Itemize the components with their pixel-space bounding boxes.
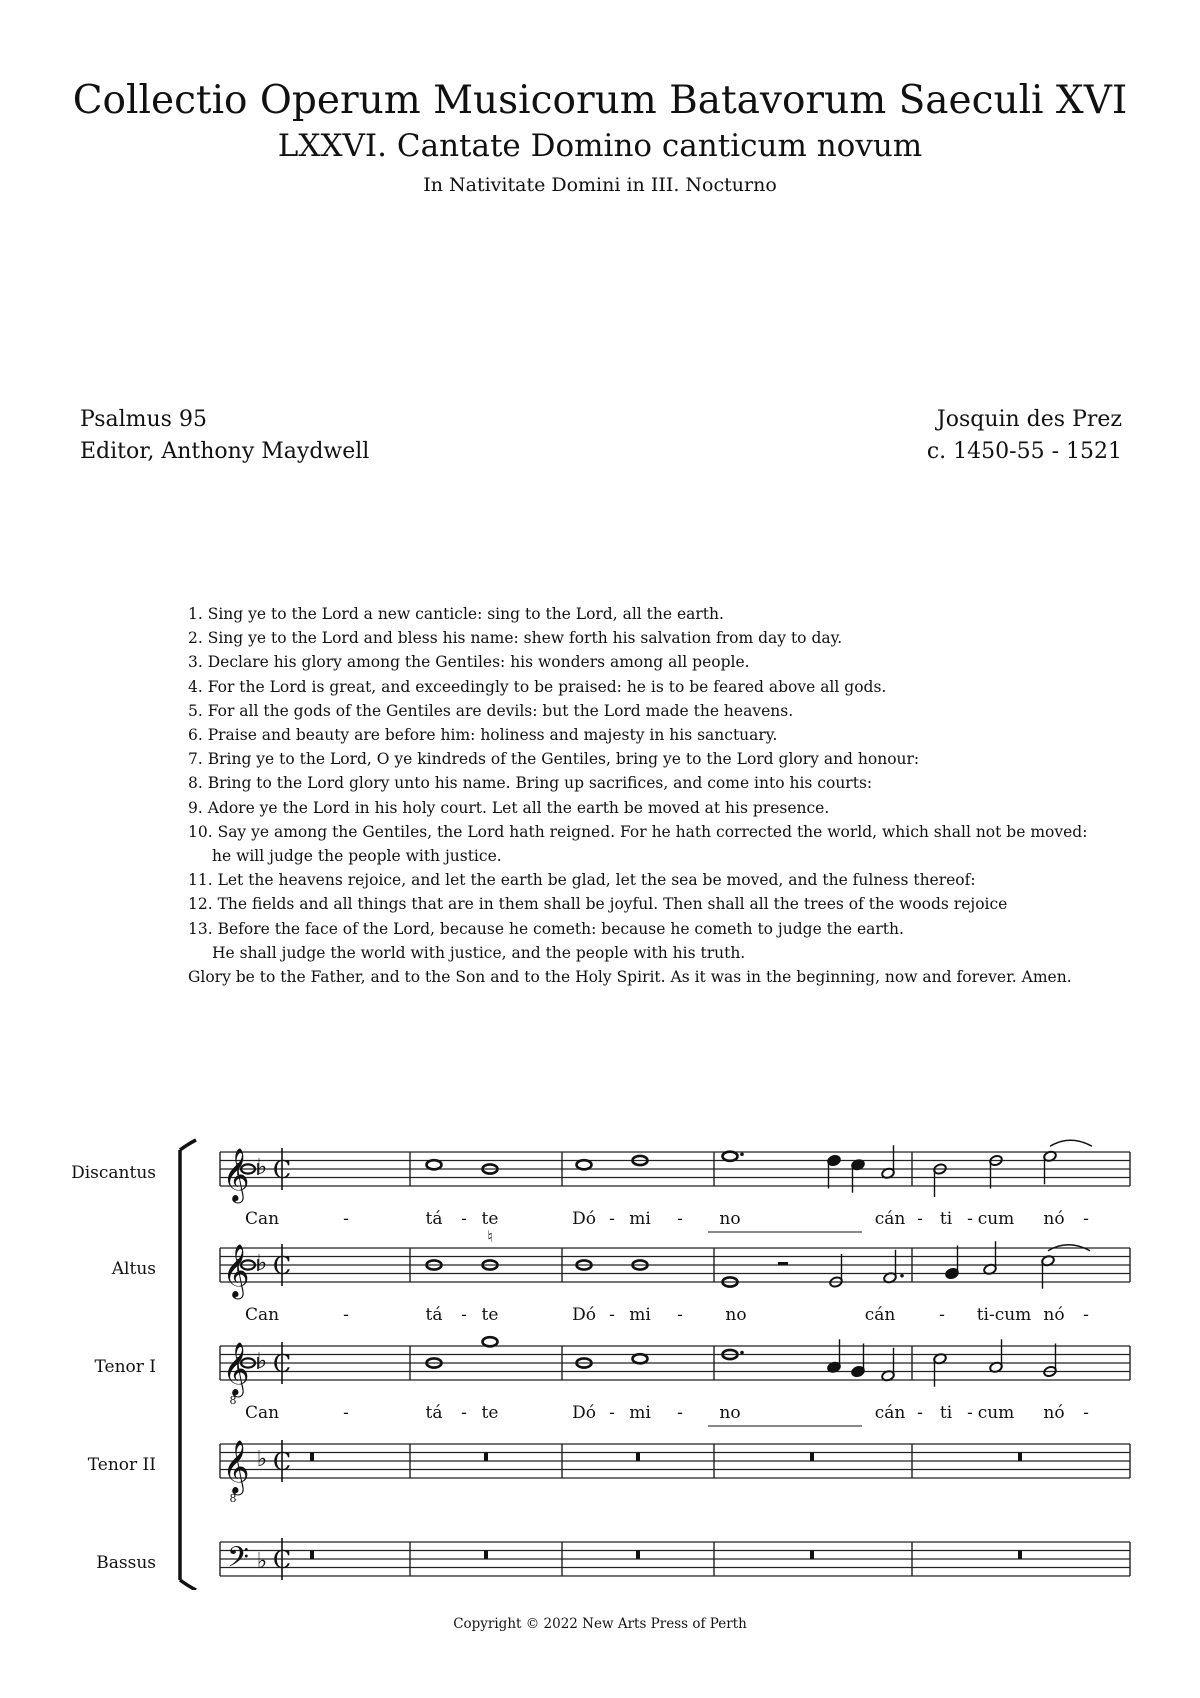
- lyric-syllable: mi: [629, 1403, 651, 1423]
- breve-rest: [310, 1551, 314, 1560]
- lyric-syllable: tá: [425, 1209, 443, 1229]
- note: [1043, 1344, 1057, 1378]
- tie: [1050, 1140, 1092, 1146]
- lyric-syllable: nó: [1043, 1305, 1065, 1325]
- lyric-syllable: -: [967, 1209, 973, 1229]
- cut-time-icon: C: [272, 1350, 292, 1378]
- octave-mark: 8: [229, 1394, 237, 1407]
- lyric-syllable: te: [481, 1209, 499, 1229]
- cut-time-icon: C: [272, 1448, 292, 1476]
- natural-icon: ♮: [487, 1227, 493, 1246]
- lyric-syllable: -: [1083, 1209, 1089, 1229]
- voice-label: Bassus: [96, 1553, 156, 1573]
- verse-continuation: he will judge the people with justice.: [212, 847, 502, 866]
- verse-line: 12. The fields and all things that are in them shall be joyful. Then shall all the trees of the woods rejoice: [188, 895, 1008, 914]
- lyric-syllable: -: [609, 1403, 615, 1423]
- verse-line: 5. For all the gods of the Gentiles are devils: but the Lord made the heavens.: [188, 701, 794, 720]
- cut-time-icon: C: [272, 1252, 292, 1280]
- lyric-syllable: cum: [977, 1209, 1015, 1229]
- source-info: [80, 404, 369, 468]
- treble-clef-icon: 𝄞: [222, 1341, 250, 1395]
- treble-clef-icon: 𝄞: [222, 1439, 250, 1493]
- note: [827, 1339, 841, 1373]
- note: [577, 1160, 592, 1169]
- note: [989, 1339, 1003, 1373]
- lyric-syllable: tá: [425, 1403, 443, 1423]
- composer-name: Josquin des Prez: [936, 407, 1122, 432]
- lyric-syllable: ti: [939, 1209, 953, 1229]
- treble-clef-icon: 𝄞: [222, 1147, 250, 1201]
- flat-icon: ♭: [256, 1549, 268, 1574]
- lyric-syllable: te: [481, 1305, 499, 1325]
- lyric-syllable: -: [343, 1209, 349, 1229]
- flat-icon: ♭: [256, 1349, 268, 1374]
- editor-credit: Editor, Anthony Maydwell: [80, 439, 370, 464]
- verse-line: 3. Declare his glory among the Gentiles: his wonders among all people.: [188, 653, 750, 672]
- cut-time-icon: C: [272, 1156, 292, 1184]
- note: [483, 1337, 498, 1346]
- lyric-syllable: nó: [1043, 1403, 1065, 1423]
- note-head: [723, 1152, 738, 1161]
- octave-mark: 8: [229, 1492, 237, 1505]
- lyric-syllable: mi: [629, 1209, 651, 1229]
- note: [945, 1246, 959, 1280]
- voice-label: Tenor I: [94, 1357, 156, 1377]
- voice-label: Tenor II: [87, 1455, 156, 1475]
- note: [933, 1353, 947, 1387]
- lyric-syllable: no: [719, 1403, 741, 1423]
- lyric-syllable: cán: [864, 1305, 896, 1325]
- lyric-syllable: -: [461, 1403, 467, 1423]
- breve-rest: [810, 1453, 814, 1462]
- note: [427, 1160, 442, 1169]
- note: [1041, 1255, 1055, 1289]
- lyric-syllable: te: [481, 1403, 499, 1423]
- verse-line: 4. For the Lord is great, and exceedingly to be praised: he is to be feared above all gods.: [188, 677, 887, 696]
- note-head: [577, 1160, 592, 1169]
- lyric-syllable: -: [1083, 1305, 1089, 1325]
- system-bracket: [180, 1140, 196, 1590]
- lyric-syllable: -: [1083, 1403, 1089, 1423]
- lyric-syllable: -: [917, 1209, 923, 1229]
- breve-rest: [636, 1453, 640, 1462]
- verse-line: 9. Adore ye the Lord in his holy court. Let all the earth be moved at his presence.: [188, 798, 830, 817]
- note: [829, 1254, 843, 1288]
- note: [933, 1163, 947, 1197]
- composer-dates: c. 1450-55 - 1521: [926, 439, 1122, 464]
- piece-title: LXXVI. Cantate Domino canticum novum: [277, 128, 923, 164]
- composer-info: [927, 404, 1122, 468]
- lyric-syllable: Dó: [572, 1305, 596, 1325]
- verse-line: 6. Praise and beauty are before him: holiness and majesty in his sanctuary.: [188, 726, 778, 745]
- lyric-syllable: -: [343, 1403, 349, 1423]
- note: [883, 1250, 904, 1284]
- verse-line: Glory be to the Father, and to the Son and to the Holy Spirit. As it was in the beginning, now and forever. Amen.: [188, 968, 1072, 987]
- bass-clef-icon: 𝄢: [227, 1541, 249, 1581]
- occasion-subtitle: In Nativitate Domini in III. Nocturno: [423, 174, 777, 196]
- voice-label: Altus: [111, 1259, 156, 1279]
- lyric-syllable: Dó: [572, 1209, 596, 1229]
- breve-rest: [1018, 1551, 1022, 1560]
- verse-line: 8. Bring to the Lord glory unto his name. Bring up sacrifices, and come into his courts:: [188, 774, 873, 793]
- note: [633, 1354, 648, 1363]
- lyric-syllable: -: [677, 1305, 683, 1325]
- music-score: [0, 1110, 1200, 1590]
- collection-title: Collectio Operum Musicorum Batavorum Saeculi XVI: [72, 78, 1128, 123]
- lyric-syllable: Can: [244, 1305, 280, 1325]
- lyric-syllable: no: [719, 1209, 741, 1229]
- lyric-syllable: cán: [874, 1403, 906, 1423]
- verse-line: 10. Say ye among the Gentiles, the Lord hath reigned. For he hath corrected the world, which shall not be moved:: [188, 822, 1088, 841]
- lyric-syllable: cum: [977, 1403, 1015, 1423]
- lyric-syllable: -: [939, 1305, 945, 1325]
- verse-line: 2. Sing ye to the Lord and bless his name: shew forth his salvation from day to day.: [188, 629, 843, 648]
- breve-rest: [484, 1551, 488, 1560]
- lyric-syllable: cán: [874, 1209, 906, 1229]
- cut-time-icon: C: [272, 1546, 292, 1574]
- lyric-syllable: Can: [244, 1403, 280, 1423]
- verse-line: 11. Let the heavens rejoice, and let the earth be glad, let the sea be moved, and the fulness thereof:: [188, 871, 976, 890]
- lyric-syllable: -: [677, 1403, 683, 1423]
- lyric-syllable: -: [343, 1305, 349, 1325]
- note: [723, 1152, 744, 1161]
- note: [851, 1344, 865, 1378]
- half-rest: [778, 1262, 788, 1266]
- breve-rest: [310, 1453, 314, 1462]
- lyric-syllable: Dó: [572, 1403, 596, 1423]
- lyric-syllable: mi: [629, 1305, 651, 1325]
- verse-continuation: He shall judge the world with justice, and the people with his truth.: [212, 943, 746, 962]
- note: [881, 1145, 895, 1179]
- lyric-syllable: -: [461, 1209, 467, 1229]
- verse-line: 1. Sing ye to the Lord a new canticle: sing to the Lord, all the earth.: [188, 605, 724, 623]
- lyric-syllable: -: [461, 1305, 467, 1325]
- note: [989, 1154, 1003, 1188]
- note: [983, 1241, 997, 1275]
- breve-rest: [636, 1551, 640, 1560]
- dot: [740, 1152, 744, 1156]
- treble-clef-icon: 𝄞: [222, 1243, 250, 1297]
- lyric-syllable: ti-cum: [976, 1305, 1032, 1325]
- breve-rest: [484, 1453, 488, 1462]
- lyric-syllable: -: [967, 1403, 973, 1423]
- note: [881, 1348, 895, 1382]
- note: [851, 1159, 865, 1193]
- lyric-syllable: ti: [939, 1403, 953, 1423]
- verse-line: 7. Bring ye to the Lord, O ye kindreds of the Gentiles, bring ye to the Lord glory and honour:: [188, 750, 920, 769]
- lyric-syllable: -: [609, 1209, 615, 1229]
- flat-icon: ♭: [256, 1447, 268, 1472]
- lyric-syllable: -: [677, 1209, 683, 1229]
- lyric-syllable: nó: [1043, 1209, 1065, 1229]
- dot: [900, 1274, 904, 1278]
- dot: [740, 1351, 744, 1355]
- note-head: [427, 1160, 442, 1169]
- breve-rest: [1018, 1453, 1022, 1462]
- flat-icon: ♭: [256, 1251, 268, 1276]
- lyric-syllable: no: [725, 1305, 747, 1325]
- lyric-syllable: -: [917, 1403, 923, 1423]
- lyric-syllable: tá: [425, 1305, 443, 1325]
- lyric-syllable: -: [609, 1305, 615, 1325]
- note: [827, 1154, 841, 1188]
- flat-icon: ♭: [256, 1155, 268, 1180]
- copyright-notice: Copyright © 2022 New Arts Press of Perth: [453, 1616, 747, 1632]
- lyric-syllable: Can: [244, 1209, 280, 1229]
- verse-line: 13. Before the face of the Lord, because he cometh: because he cometh to judge the earth.: [188, 919, 904, 938]
- note-head: [633, 1354, 648, 1363]
- note-head: [483, 1337, 498, 1346]
- voice-label: Discantus: [71, 1163, 156, 1183]
- psalm-reference: Psalmus 95: [80, 407, 207, 432]
- note: [1043, 1150, 1057, 1184]
- psalm-verses: [188, 602, 1088, 989]
- breve-rest: [810, 1551, 814, 1560]
